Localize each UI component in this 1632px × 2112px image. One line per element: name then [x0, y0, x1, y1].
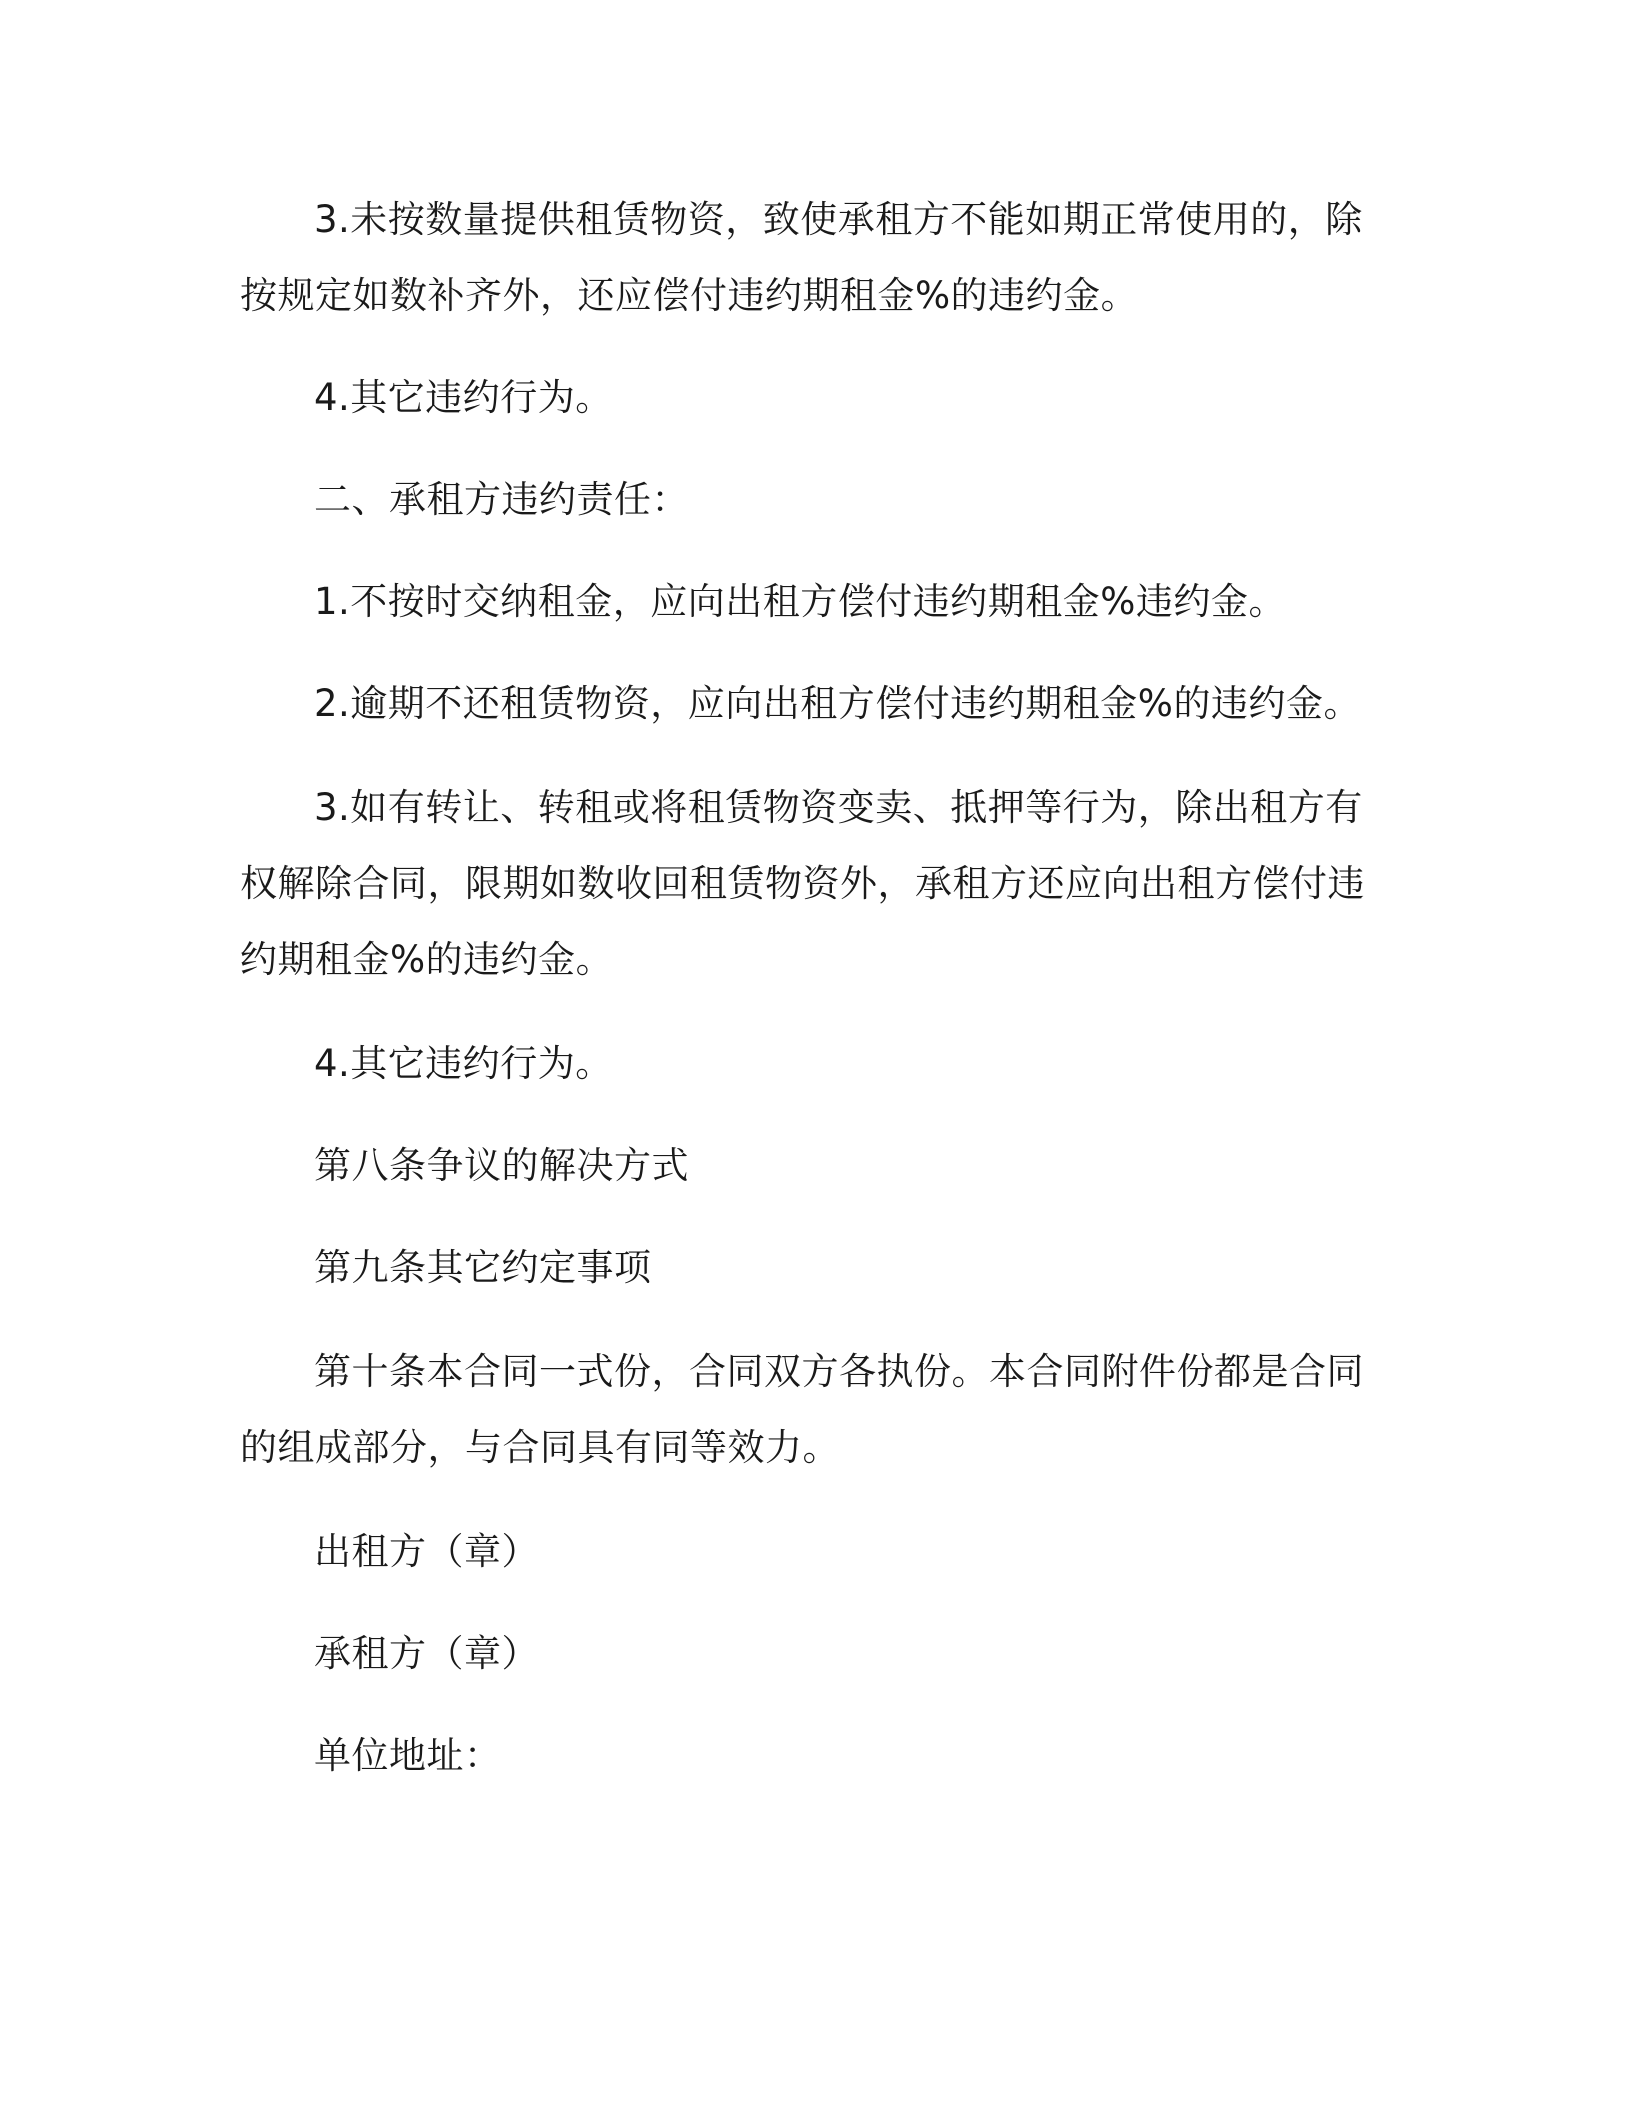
paragraph-line: 约期租金%的违约金。 [240, 938, 614, 981]
paragraph-line: 权解除合同，限期如数收回租赁物资外，承租方还应向出租方偿付违 [240, 862, 1365, 905]
paragraph-line: 1.不按时交纳租金，应向出租方偿付违约期租金%违约金。 [314, 580, 1286, 623]
paragraph-line: 第十条本合同一式份，合同双方各执份。本合同附件份都是合同 [314, 1350, 1364, 1393]
article-heading: 第九条其它约定事项 [314, 1246, 652, 1289]
paragraph-line: 的组成部分，与合同具有同等效力。 [240, 1426, 840, 1469]
address-label: 单位地址： [314, 1734, 502, 1777]
signature-label-lessor: 出租方（章） [314, 1530, 539, 1573]
paragraph-line: 4.其它违约行为。 [314, 1042, 613, 1085]
section-heading: 二、承租方违约责任： [314, 478, 689, 521]
paragraph-line: 按规定如数补齐外，还应偿付违约期租金%的违约金。 [240, 274, 1139, 317]
paragraph-line: 2.逾期不还租赁物资，应向出租方偿付违约期租金%的违约金。 [314, 682, 1361, 725]
paragraph-line: 4.其它违约行为。 [314, 376, 613, 419]
paragraph-line: 3.如有转让、转租或将租赁物资变卖、抵押等行为，除出租方有 [314, 786, 1363, 829]
signature-label-lessee: 承租方（章） [314, 1632, 539, 1675]
paragraph-line: 3.未按数量提供租赁物资，致使承租方不能如期正常使用的，除 [314, 198, 1363, 241]
article-heading: 第八条争议的解决方式 [314, 1144, 689, 1187]
